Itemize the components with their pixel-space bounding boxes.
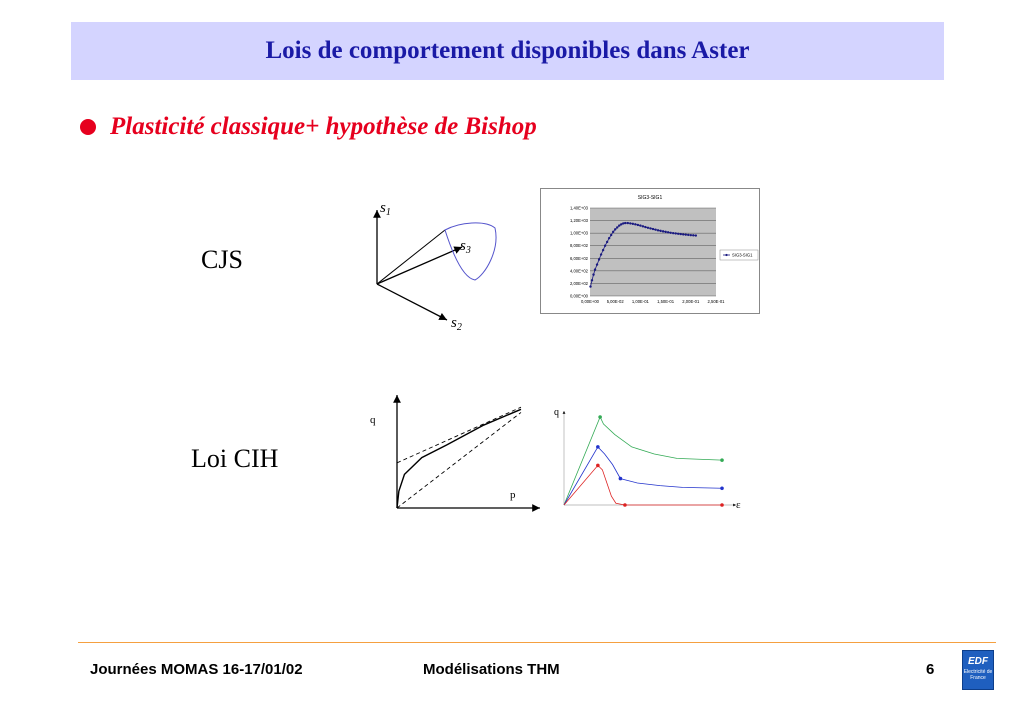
y-tick-label: 8,00E+02	[569, 243, 588, 249]
eps-green-point	[598, 415, 602, 419]
s1-sub: 1	[385, 207, 391, 218]
eps-green	[564, 417, 722, 505]
eps-chart	[552, 405, 742, 515]
data-point	[647, 227, 649, 229]
data-point	[657, 229, 659, 231]
y-tick-label: 1,20E+03	[569, 218, 588, 224]
data-point	[637, 224, 639, 226]
data-point	[608, 237, 610, 239]
cih-upper-dashed	[397, 407, 521, 463]
edf-logo-text: EDF	[968, 656, 988, 667]
data-point	[622, 222, 624, 224]
data-point	[618, 224, 620, 226]
data-point	[598, 258, 600, 260]
data-point	[664, 231, 666, 233]
data-point	[644, 226, 646, 228]
data-point	[680, 233, 682, 235]
x-tick-label: 1,00E-01	[631, 299, 649, 304]
bullet-row	[80, 113, 537, 141]
cih-lower-dashed	[397, 412, 521, 508]
data-point	[604, 245, 606, 247]
eps-blue-point	[720, 486, 724, 490]
data-point	[600, 253, 602, 255]
y-tick-label: 1,00E+03	[569, 230, 588, 236]
slide-title: Lois de comportement disponibles dans Aster	[265, 37, 750, 64]
s1-label: s	[380, 200, 386, 216]
data-point	[624, 222, 626, 224]
ray-upper	[377, 230, 445, 284]
data-point	[677, 233, 679, 235]
x-tick-label: 5,00E-02	[606, 299, 624, 304]
eps-red	[564, 465, 722, 505]
data-point	[634, 223, 636, 225]
data-point	[629, 222, 631, 224]
data-point	[687, 234, 689, 236]
y-tick-label: 2,00E+02	[569, 280, 588, 286]
data-point	[669, 232, 671, 234]
eps-blue	[564, 447, 722, 505]
data-point	[667, 231, 669, 233]
q-label: q	[554, 407, 559, 418]
legend-label: SIG3-SIG1	[732, 252, 753, 258]
data-point	[592, 273, 594, 275]
s2-label: s	[451, 315, 457, 331]
data-point	[610, 234, 612, 236]
svg-text:s1	[380, 200, 391, 218]
data-point	[627, 222, 629, 224]
data-point	[685, 233, 687, 235]
axis-s3	[377, 247, 462, 284]
data-point	[602, 249, 604, 251]
sig-chart	[540, 188, 760, 314]
s2-sub: 2	[456, 322, 462, 333]
y-tick-label: 0,00E+00	[569, 293, 588, 299]
eps-blue-point	[619, 477, 623, 481]
data-point	[594, 268, 596, 270]
data-point	[591, 279, 593, 281]
eps-label: ε	[736, 499, 741, 511]
footer-divider	[78, 642, 996, 643]
y-tick-label: 6,00E+02	[569, 255, 588, 261]
s3-sub: 3	[465, 245, 471, 256]
data-point	[589, 285, 591, 287]
title-bar	[71, 22, 944, 80]
p-label: p	[510, 489, 516, 501]
x-tick-label: 2,50E-01	[707, 299, 725, 304]
data-point	[596, 263, 598, 265]
cih-chart	[370, 393, 530, 518]
data-point	[642, 225, 644, 227]
edf-logo-icon	[962, 650, 994, 690]
svg-text:s3	[460, 238, 471, 256]
data-point	[682, 233, 684, 235]
plot-area	[590, 208, 716, 296]
eps-red-point	[623, 503, 627, 507]
chart-title: SIG3-SIG1	[637, 195, 663, 201]
data-point	[690, 234, 692, 236]
label-cih: Loi CIH	[191, 444, 279, 473]
data-point	[612, 231, 614, 233]
data-point	[616, 226, 618, 228]
footer-left: Journées MOMAS 16-17/01/02	[90, 661, 303, 678]
s3-label: s	[460, 238, 466, 254]
data-point	[695, 234, 697, 236]
data-point	[654, 228, 656, 230]
x-tick-label: 0,00E+00	[580, 299, 600, 304]
cjs-diagram	[365, 200, 505, 333]
data-point	[614, 228, 616, 230]
data-point	[639, 224, 641, 226]
data-point	[692, 234, 694, 236]
data-point	[606, 241, 608, 243]
eps-red-point	[596, 464, 600, 468]
x-tick-label: 1,50E-01	[657, 299, 675, 304]
y-tick-label: 4,00E+02	[569, 268, 588, 274]
bullet-dot-icon	[80, 119, 96, 135]
data-point	[632, 223, 634, 225]
svg-text:s2	[451, 315, 462, 333]
eps-red-point	[720, 503, 724, 507]
data-point	[662, 230, 664, 232]
y-tick-label: 1,40E+03	[569, 205, 588, 211]
eps-blue-point	[596, 445, 600, 449]
page-number: 6	[926, 661, 935, 678]
data-point	[649, 227, 651, 229]
data-point	[652, 228, 654, 230]
footer-center: Modélisations THM	[423, 661, 560, 678]
axis-s2	[377, 284, 447, 320]
bullet-text: Plasticité classique+ hypothèse de Bishop	[110, 113, 537, 140]
legend-marker	[725, 254, 727, 256]
eps-green-point	[720, 458, 724, 462]
data-point	[674, 232, 676, 234]
edf-logo-subtitle: Electricité de France	[963, 669, 993, 681]
q-label: q	[370, 414, 376, 426]
x-tick-label: 2,00E-01	[682, 299, 700, 304]
label-cjs: CJS	[201, 245, 243, 274]
data-point	[672, 232, 674, 234]
data-point	[659, 230, 661, 232]
